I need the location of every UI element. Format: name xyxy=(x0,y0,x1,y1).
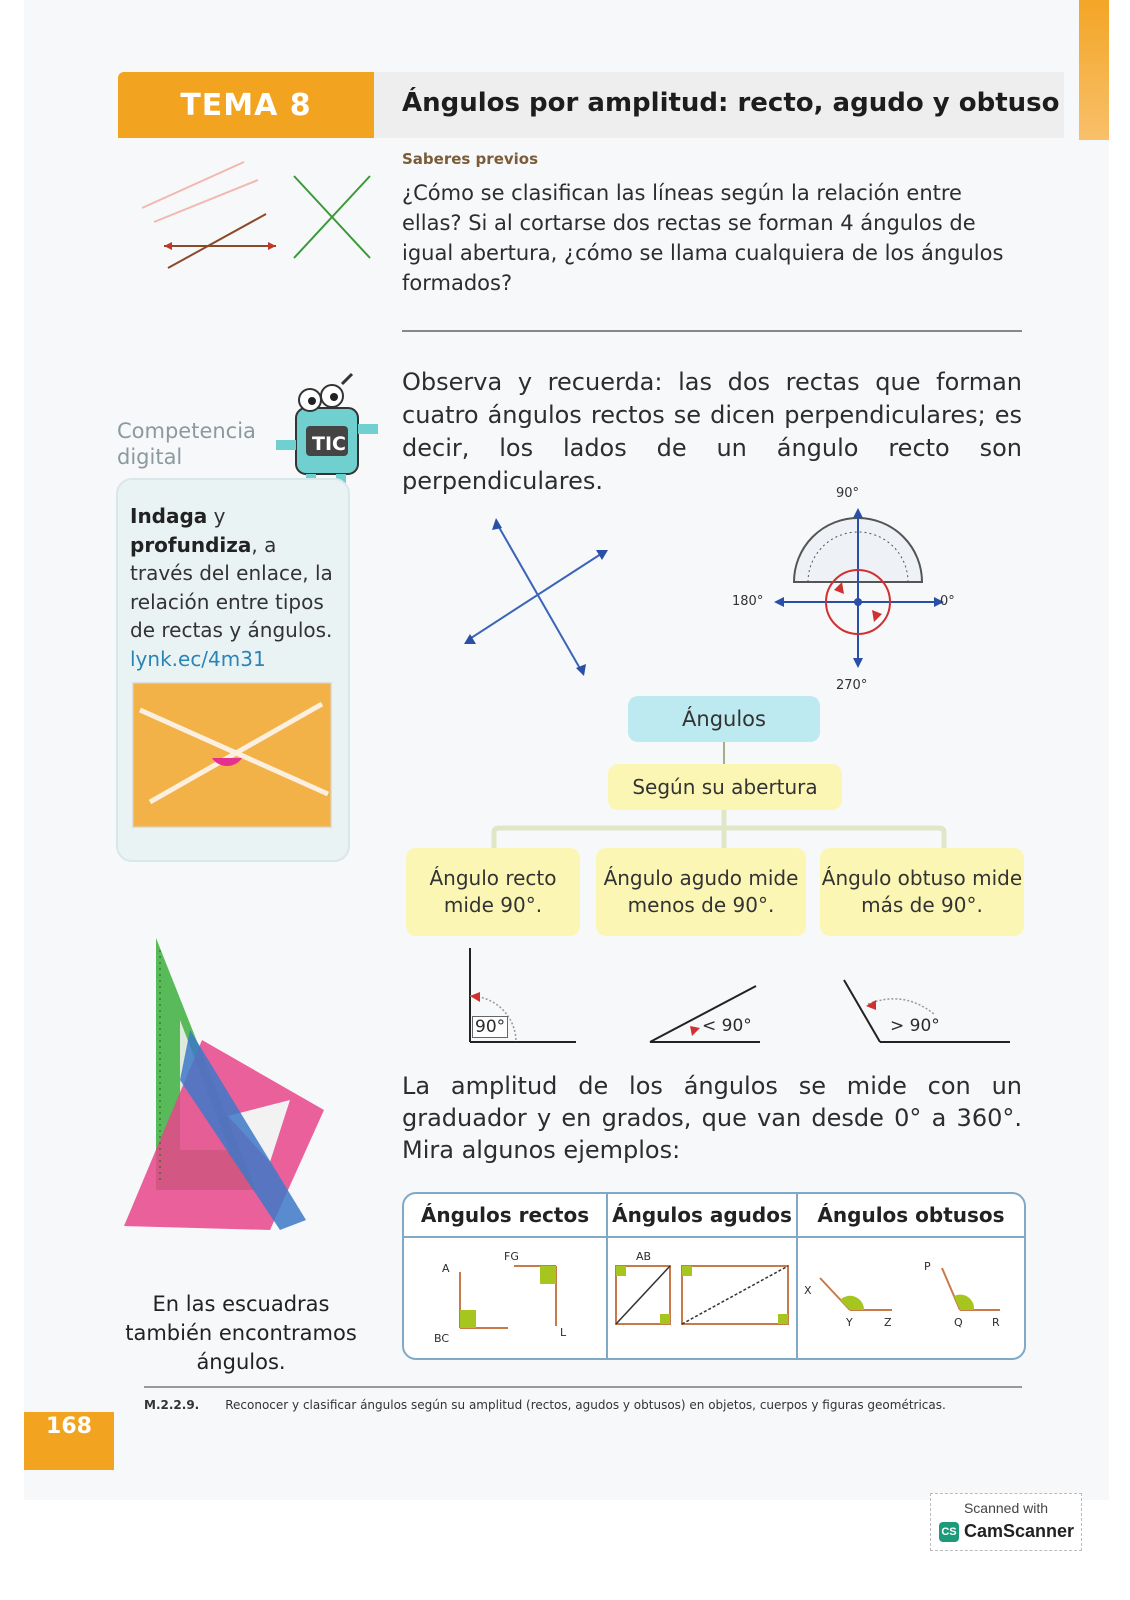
concept-root: Ángulos xyxy=(628,696,820,742)
concept-criterion: Según su abertura xyxy=(608,764,842,810)
watermark-line: Scanned with xyxy=(963,1500,1049,1516)
pt-r: R xyxy=(992,1316,1000,1329)
protractor-diagram xyxy=(734,482,984,698)
competencia-word: Competencia xyxy=(117,419,256,443)
protractor-180: 180° xyxy=(732,594,764,609)
escuadras-caption: En las escuadras también encontramos ángulos. xyxy=(125,1292,357,1374)
pt-fg: FG xyxy=(504,1250,519,1263)
footer-rule xyxy=(144,1386,1022,1388)
textbook-page xyxy=(24,0,1109,1500)
saberes-label: Saberes previos xyxy=(402,150,539,168)
pt-z: Z xyxy=(884,1316,892,1329)
tic-thumbnail[interactable] xyxy=(132,682,332,828)
tic-badge: TIC xyxy=(312,433,346,455)
agudo-label: < 90° xyxy=(702,1016,752,1036)
footer-description: Reconocer y clasificar ángulos según su amplitud (rectos, agudos y obtusos) en objetos, cuerpos y figuras geométricas. xyxy=(225,1398,946,1412)
protractor-0: 0° xyxy=(940,594,955,609)
pt-bc: BC xyxy=(434,1332,450,1345)
pt-ab: AB xyxy=(636,1250,652,1263)
profundiza-word: profundiza xyxy=(130,532,252,557)
amplitud-text: La amplitud de los ángulos se mide con un graduador y en grados, que van desde 0° a 360°. Mira algunos ejemplos: xyxy=(402,1072,1022,1164)
lines-illustration xyxy=(134,150,384,280)
header-obtusos: Ángulos obtusos xyxy=(798,1194,1024,1238)
answer-line xyxy=(402,330,1022,332)
page-title: Ángulos por amplitud: recto, agudo y obtuso xyxy=(402,88,1060,118)
saberes-text: ¿Cómo se clasifican las líneas según la relación entre ellas? Si al cortarse dos rectas se forman 4 ángulos de igual abertura, ¿cómo se llama cualquiera de los ángulos formados? xyxy=(402,181,1004,295)
page-edge-tab xyxy=(1079,0,1109,140)
pt-x: X xyxy=(804,1284,812,1297)
perpendicular-lines xyxy=(454,508,634,684)
protractor-270: 270° xyxy=(836,678,868,693)
tema-badge: TEMA 8 xyxy=(118,72,374,138)
tic-link[interactable]: lynk.ec/4m31 xyxy=(130,646,266,671)
digital-word: digital xyxy=(117,445,183,469)
indaga-rest: , a través del enlace, la relación entre tipos de rectas y ángulos. xyxy=(130,532,333,642)
obtuso-label: > 90° xyxy=(890,1016,940,1036)
pt-q: Q xyxy=(954,1316,963,1329)
table-figures xyxy=(404,1238,1024,1356)
camscanner-logo-icon: CS xyxy=(939,1522,959,1542)
indaga-connector: y xyxy=(207,504,226,528)
pt-p: P xyxy=(924,1260,931,1273)
concept-obtuso: Ángulo obtuso mide más de 90°. xyxy=(820,848,1024,936)
footer-code: M.2.2.9. xyxy=(144,1398,200,1412)
watermark-name: CamScanner xyxy=(964,1521,1075,1541)
pt-y: Y xyxy=(846,1316,853,1329)
camscanner-watermark xyxy=(930,1493,1082,1551)
recto-label: 90° xyxy=(472,1016,508,1038)
observa-text: Observa y recuerda: las dos rectas que forman cuatro ángulos rectos se dicen perpendiculares; es decir, los lados de un ángulo recto son perpendiculares. xyxy=(402,368,1022,495)
page-number: 168 xyxy=(24,1412,114,1470)
concept-agudo: Ángulo agudo mide menos de 90°. xyxy=(596,848,806,936)
protractor-90: 90° xyxy=(836,486,860,501)
indaga-word: Indaga xyxy=(130,504,208,528)
tic-text xyxy=(130,502,344,673)
concept-recto: Ángulo recto mide 90°. xyxy=(406,848,580,936)
pt-l: L xyxy=(560,1326,567,1339)
set-squares-illustration xyxy=(120,930,360,1280)
header-agudos: Ángulos agudos xyxy=(608,1194,796,1238)
footer-text xyxy=(144,1398,946,1412)
pt-a: A xyxy=(442,1262,450,1275)
header-rectos: Ángulos rectos xyxy=(404,1194,606,1238)
competencia-label xyxy=(117,418,256,470)
examples-table xyxy=(402,1192,1026,1360)
